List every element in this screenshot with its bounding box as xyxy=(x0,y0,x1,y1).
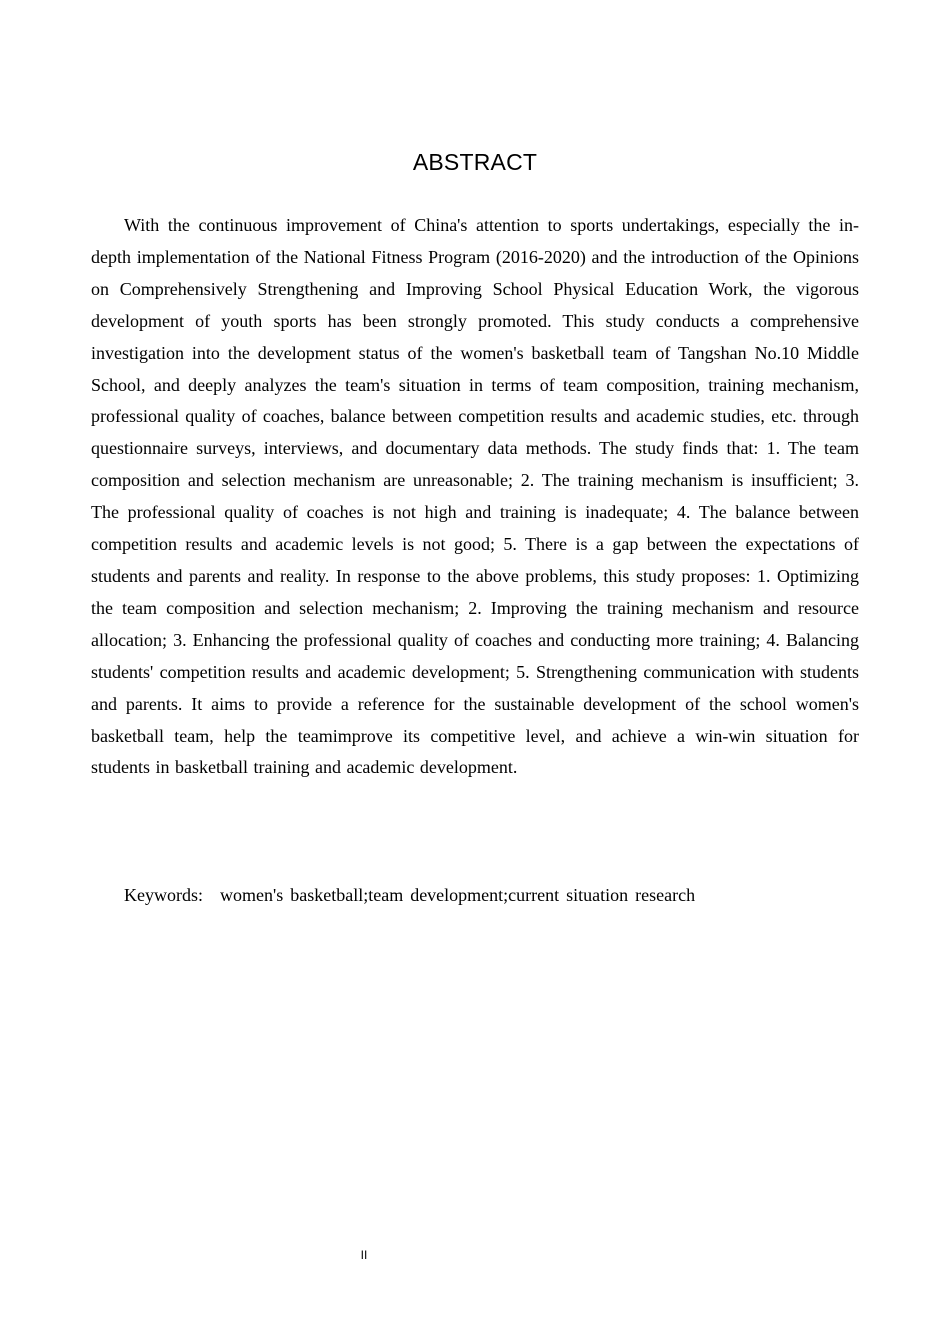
keywords-label: Keywords: xyxy=(124,885,203,905)
abstract-title: ABSTRACT xyxy=(412,149,538,175)
abstract-body: With the continuous improvement of China's attention to sports undertakings, especially the in-depth implementation of the National Fitness Program (2016-2020) and the introduction of the Opinions on Comprehensively Strengthening and Improving School Physical Education Work, the vigorous development of youth sports has been strongly promoted. This study conducts a comprehensive investigation into the development status of the women's basketball team of Tangshan No.10 Middle School, and deeply analyzes the team's situation in terms of team composition, training mechanism, professional quality of coaches, balance between competition results and academic studies, etc. through questionnaire surveys, interviews, and documentary data methods. The study finds that: 1. The team composition and selection mechanism are unreasonable; 2. The training mechanism is insufficient; 3. The professional quality of coaches is not high and training is inadequate; 4. The balance between competition results and academic levels is not good; 5. There is a gap between the expectations of students and parents and reality. In response to the above problems, this study proposes: 1. Optimizing the team composition and selection mechanism; 2. Improving the training mechanism and resource allocation; 3. Enhancing the professional quality of coaches and conducting more training; 4. Balancing students' competition results and academic development; 5. Strengthening communication with students and parents. It aims to provide a reference for the sustainable development of the school women's basketball team, help the teamimprove its competitive level, and achieve a win-win situation for students in basketball training and academic development. xyxy=(91,215,859,778)
page-number: II xyxy=(360,1248,368,1262)
keywords-text: women's basketball;team development;current situation research xyxy=(220,885,696,905)
keywords-line xyxy=(124,880,859,912)
